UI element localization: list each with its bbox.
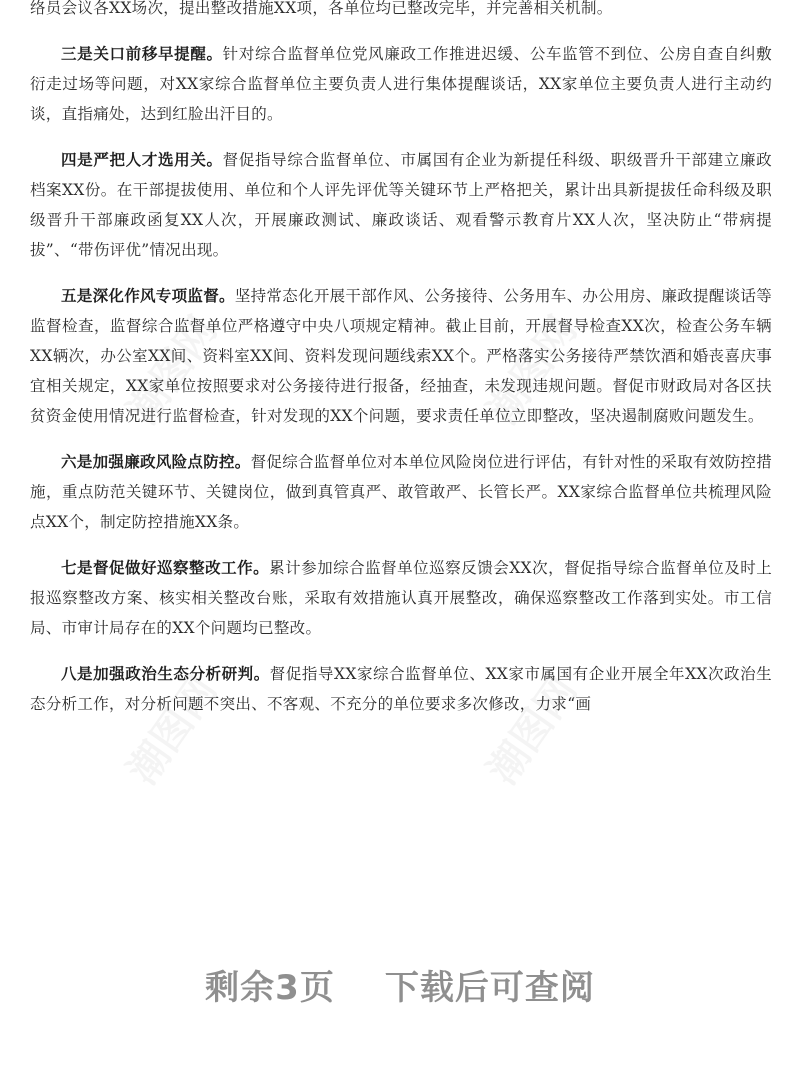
paragraph — [30, 447, 772, 537]
paragraph-text: 坚持常态化开展干部作风、公务接待、公务用车、办公用房、廉政提醒谈话等监督检查，监督综合监督单位严格遵守中央八项规定精神。截止目前，开展督导检查XX次，检查公务车辆XX辆次，办公室XX间、资料室XX间、资料发现问题线索XX个。严格落实公务接待严禁饮酒和婚丧喜庆事宜相关规定，XX家单位按照要求对公务接待进行报备，经抽查，未发现违规问题。督促市财政局对各区扶贫资金使用情况进行监督检查，针对发现的XX个问题，要求责任单位立即整改，坚决遏制腐败问题发生。 — [30, 287, 773, 425]
paragraph — [30, 0, 772, 23]
paragraph-lead: 八是加强政治生态分析研判。 — [61, 664, 270, 683]
paragraph — [30, 145, 772, 265]
remaining-pages-label: 剩余3页 — [205, 968, 335, 1008]
paragraph — [30, 281, 772, 431]
paragraph-text: 针对综合监督单位党风廉政工作推进迟缓、公车监管不到位、公房自查自纠敷衍走过场等问题，对XX家综合监督单位主要负责人进行集体提醒谈话，XX家单位主要负责人进行主动约谈，直指痛处，达到红脸出汗目的。 — [30, 45, 772, 123]
paragraph-lead: 三是关口前移早提醒。 — [61, 44, 223, 63]
paragraph-text: 络员会议各XX场次，提出整改措施XX项，各单位均已整改完毕，并完善相关机制。 — [30, 0, 613, 17]
paragraph-lead: 四是严把人才选用关。 — [61, 150, 223, 169]
paragraph — [30, 553, 772, 643]
paragraph-text: 累计参加综合监督单位巡察反馈会XX次，督促指导综合监督单位及时上报巡察整改方案、核实相关整改台账，采取有效措施认真开展整改，确保巡察整改工作落到实处。市工信局、市审计局存在的XX个问题均已整改。 — [30, 559, 773, 637]
paragraph-lead: 六是加强廉政风险点防控。 — [61, 452, 251, 471]
paragraph — [30, 659, 772, 719]
paragraph — [30, 39, 772, 129]
paragraph-text: 督促综合监督单位对本单位风险岗位进行评估，有针对性的采取有效防控措施，重点防范关键环节、关键岗位，做到真管真严、敢管敢严、长管长严。XX家综合监督单位共梳理风险点XX个，制定防控措施XX条。 — [30, 453, 773, 531]
paragraph-lead: 五是深化作风专项监督。 — [61, 286, 235, 305]
paragraph-text: 督促指导综合监督单位、市属国有企业为新提任科级、职级晋升干部建立廉政档案XX份。在干部提拔使用、单位和个人评先评优等关键环节上严格把关，累计出具新提拔任命科级及职级晋升干部廉政函复XX人次，开展廉政测试、廉政谈话、观看警示教育片XX人次，坚决防止“带病提拔”、“带伤评优”情况出现。 — [30, 151, 772, 259]
document-body — [30, 0, 772, 719]
download-prompt-label: 下载后可查阅 — [384, 968, 595, 1008]
paragraph-lead: 七是督促做好巡察整改工作。 — [61, 558, 270, 577]
paragraph-text: 督促指导XX家综合监督单位、XX家市属国有企业开展全年XX次政治生态分析工作，对分析问题不突出、不客观、不充分的单位要求多次修改，力求“画 — [30, 665, 772, 713]
download-banner[interactable] — [0, 960, 800, 1009]
